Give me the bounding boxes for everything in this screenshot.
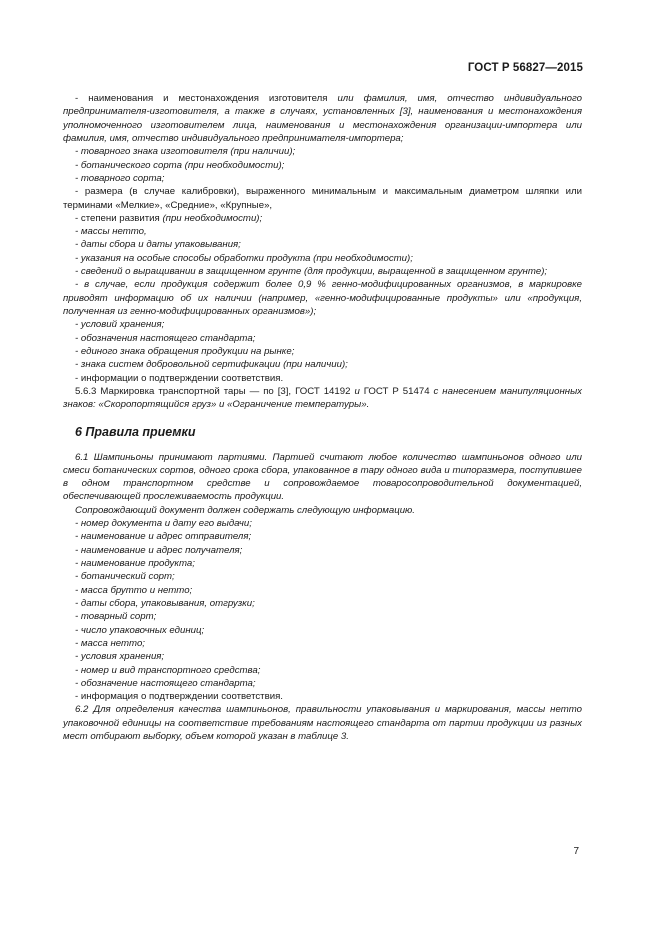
paragraph xyxy=(63,372,582,385)
paragraph xyxy=(63,159,582,172)
paragraph xyxy=(63,650,582,663)
text-run: - масса нетто; xyxy=(75,637,145,649)
text-run: - обозначения настоящего стандарта; xyxy=(75,332,256,344)
paragraph xyxy=(63,570,582,583)
text-run: - информации о подтверждении соответствия. xyxy=(75,372,284,384)
paragraph xyxy=(63,345,582,358)
paragraph xyxy=(63,690,582,703)
text-run: - даты сбора, упаковывания, отгрузки; xyxy=(75,597,255,609)
document-designation: ГОСТ Р 56827—2015 xyxy=(467,62,583,74)
acceptance-rules-text xyxy=(63,451,582,744)
page-content xyxy=(63,92,582,743)
paragraph xyxy=(63,624,582,637)
paragraph xyxy=(63,252,582,265)
text-run: - наименование и адрес получателя; xyxy=(75,544,243,556)
text-run: и xyxy=(354,385,360,397)
paragraph xyxy=(63,584,582,597)
paragraph xyxy=(63,637,582,650)
text-run: - даты сбора и даты упаковывания; xyxy=(75,239,241,251)
paragraph xyxy=(63,385,582,412)
text-run: - ботанический сорт; xyxy=(75,571,175,583)
text-run: - товарный сорт; xyxy=(75,611,157,623)
paragraph xyxy=(63,504,582,517)
paragraph xyxy=(63,212,582,225)
text-run: - масса брутто и нетто; xyxy=(75,584,193,596)
text-run: - условия хранения; xyxy=(75,651,165,663)
text-run: Сопровождающий документ должен содержать следующую информацию. xyxy=(75,504,415,516)
text-run: 5.6.3 Маркировка транспортной тары — по [3], ГОСТ 14192 xyxy=(75,385,355,397)
paragraph xyxy=(63,278,582,318)
text-run: - степени развития xyxy=(75,212,163,224)
paragraph xyxy=(63,530,582,543)
text-run: - сведений о выращивании в защищенном грунте (для продукции, выращенной в защищенном грунте); xyxy=(75,266,548,278)
text-run: - номер и вид транспортного средства; xyxy=(75,664,261,676)
text-run: с нанесением манипуляционных знаков: «Скоропортящийся груз» и «Ограничение температуры». xyxy=(63,385,582,411)
paragraph xyxy=(63,92,582,145)
paragraph xyxy=(63,597,582,610)
text-run: - указания на особые способы обработки продукта (при необходимости); xyxy=(75,252,413,264)
paragraph xyxy=(63,677,582,690)
text-run: - товарного сорта; xyxy=(75,172,165,184)
text-run: - условий хранения; xyxy=(75,319,165,331)
labeling-requirements-list xyxy=(63,92,582,412)
text-run: (при необходимости); xyxy=(162,212,263,224)
paragraph xyxy=(63,610,582,623)
paragraph xyxy=(63,238,582,251)
text-run: 6.1 Шампиньоны принимают партиями. Партией считают любое количество шампиньонов одного или смеси ботанических сортов, одного срока сбора, упакованное в тару одного вида и типоразмера, поступившее в одном транспортном средстве и сопровождаемое товаросопроводительной документацией, обеспечивающей прослеживаемость продукции. xyxy=(63,451,582,503)
text-run: - размера (в случае калибровки), выраженного минимальным и максимальным диаметром шляпки или терминами «Мелкие», «Средние», «Крупные», xyxy=(63,186,582,211)
text-run: - наименования и местонахождения изготовителя xyxy=(75,93,338,104)
paragraph xyxy=(63,451,582,504)
text-run: - число упаковочных единиц; xyxy=(75,624,205,636)
paragraph xyxy=(63,703,582,743)
paragraph xyxy=(63,172,582,185)
paragraph xyxy=(63,544,582,557)
text-run: 6.2 Для определения качества шампиньонов, правильности упаковывания и маркирования, массы нетто упаковочной единицы на соответствие требованиям настоящего стандарта от партии продукции из разных мест отбирают выборку, объем которой указан в таблице 3. xyxy=(63,704,582,743)
text-run: - единого знака обращения продукции на рынке; xyxy=(75,345,295,357)
text-run: - ботанического сорта (при необходимости); xyxy=(75,159,285,171)
paragraph xyxy=(63,185,582,212)
paragraph xyxy=(63,318,582,331)
text-run: - товарного знака изготовителя (при наличии); xyxy=(75,146,296,158)
text-run: ГОСТ Р 51474 xyxy=(359,385,434,397)
paragraph xyxy=(63,664,582,677)
text-run: - знака систем добровольной сертификации (при наличии); xyxy=(75,359,348,371)
page-number: 7 xyxy=(573,846,579,857)
paragraph xyxy=(63,332,582,345)
text-run: - номер документа и дату его выдачи; xyxy=(75,518,252,530)
text-run: - наименование продукта; xyxy=(75,558,195,569)
paragraph xyxy=(63,557,582,570)
text-run: или фамилия, имя, отчество индивидуального предпринимателя-изготовителя, а также в случаях, установленных [3], наименования и местонахождения уполномоченного изготовителем лица, наименования и местонахождения организации-импортера или фамилия, имя, отчество индивидуального предпринимателя-импортера; xyxy=(63,93,583,144)
text-run: - наименование и адрес отправителя; xyxy=(75,531,252,543)
paragraph xyxy=(63,225,582,238)
paragraph xyxy=(63,358,582,371)
text-run: - обозначение настоящего стандарта; xyxy=(75,677,256,689)
text-run: - массы нетто, xyxy=(75,226,147,238)
text-run: - информация о подтверждении соответствия. xyxy=(75,691,283,703)
paragraph xyxy=(63,145,582,158)
paragraph xyxy=(63,517,582,530)
paragraph xyxy=(63,265,582,278)
text-run: - в случае, если продукция содержит более 0,9 % генно-модифицированных организмов, в маркировке приводят информацию об их наличии (например, «генно-модифицированные продукты» или «продукция, полученная из генно-модифицированных организмов»); xyxy=(63,279,582,317)
section-6-title: 6 Правила приемки xyxy=(75,424,196,439)
